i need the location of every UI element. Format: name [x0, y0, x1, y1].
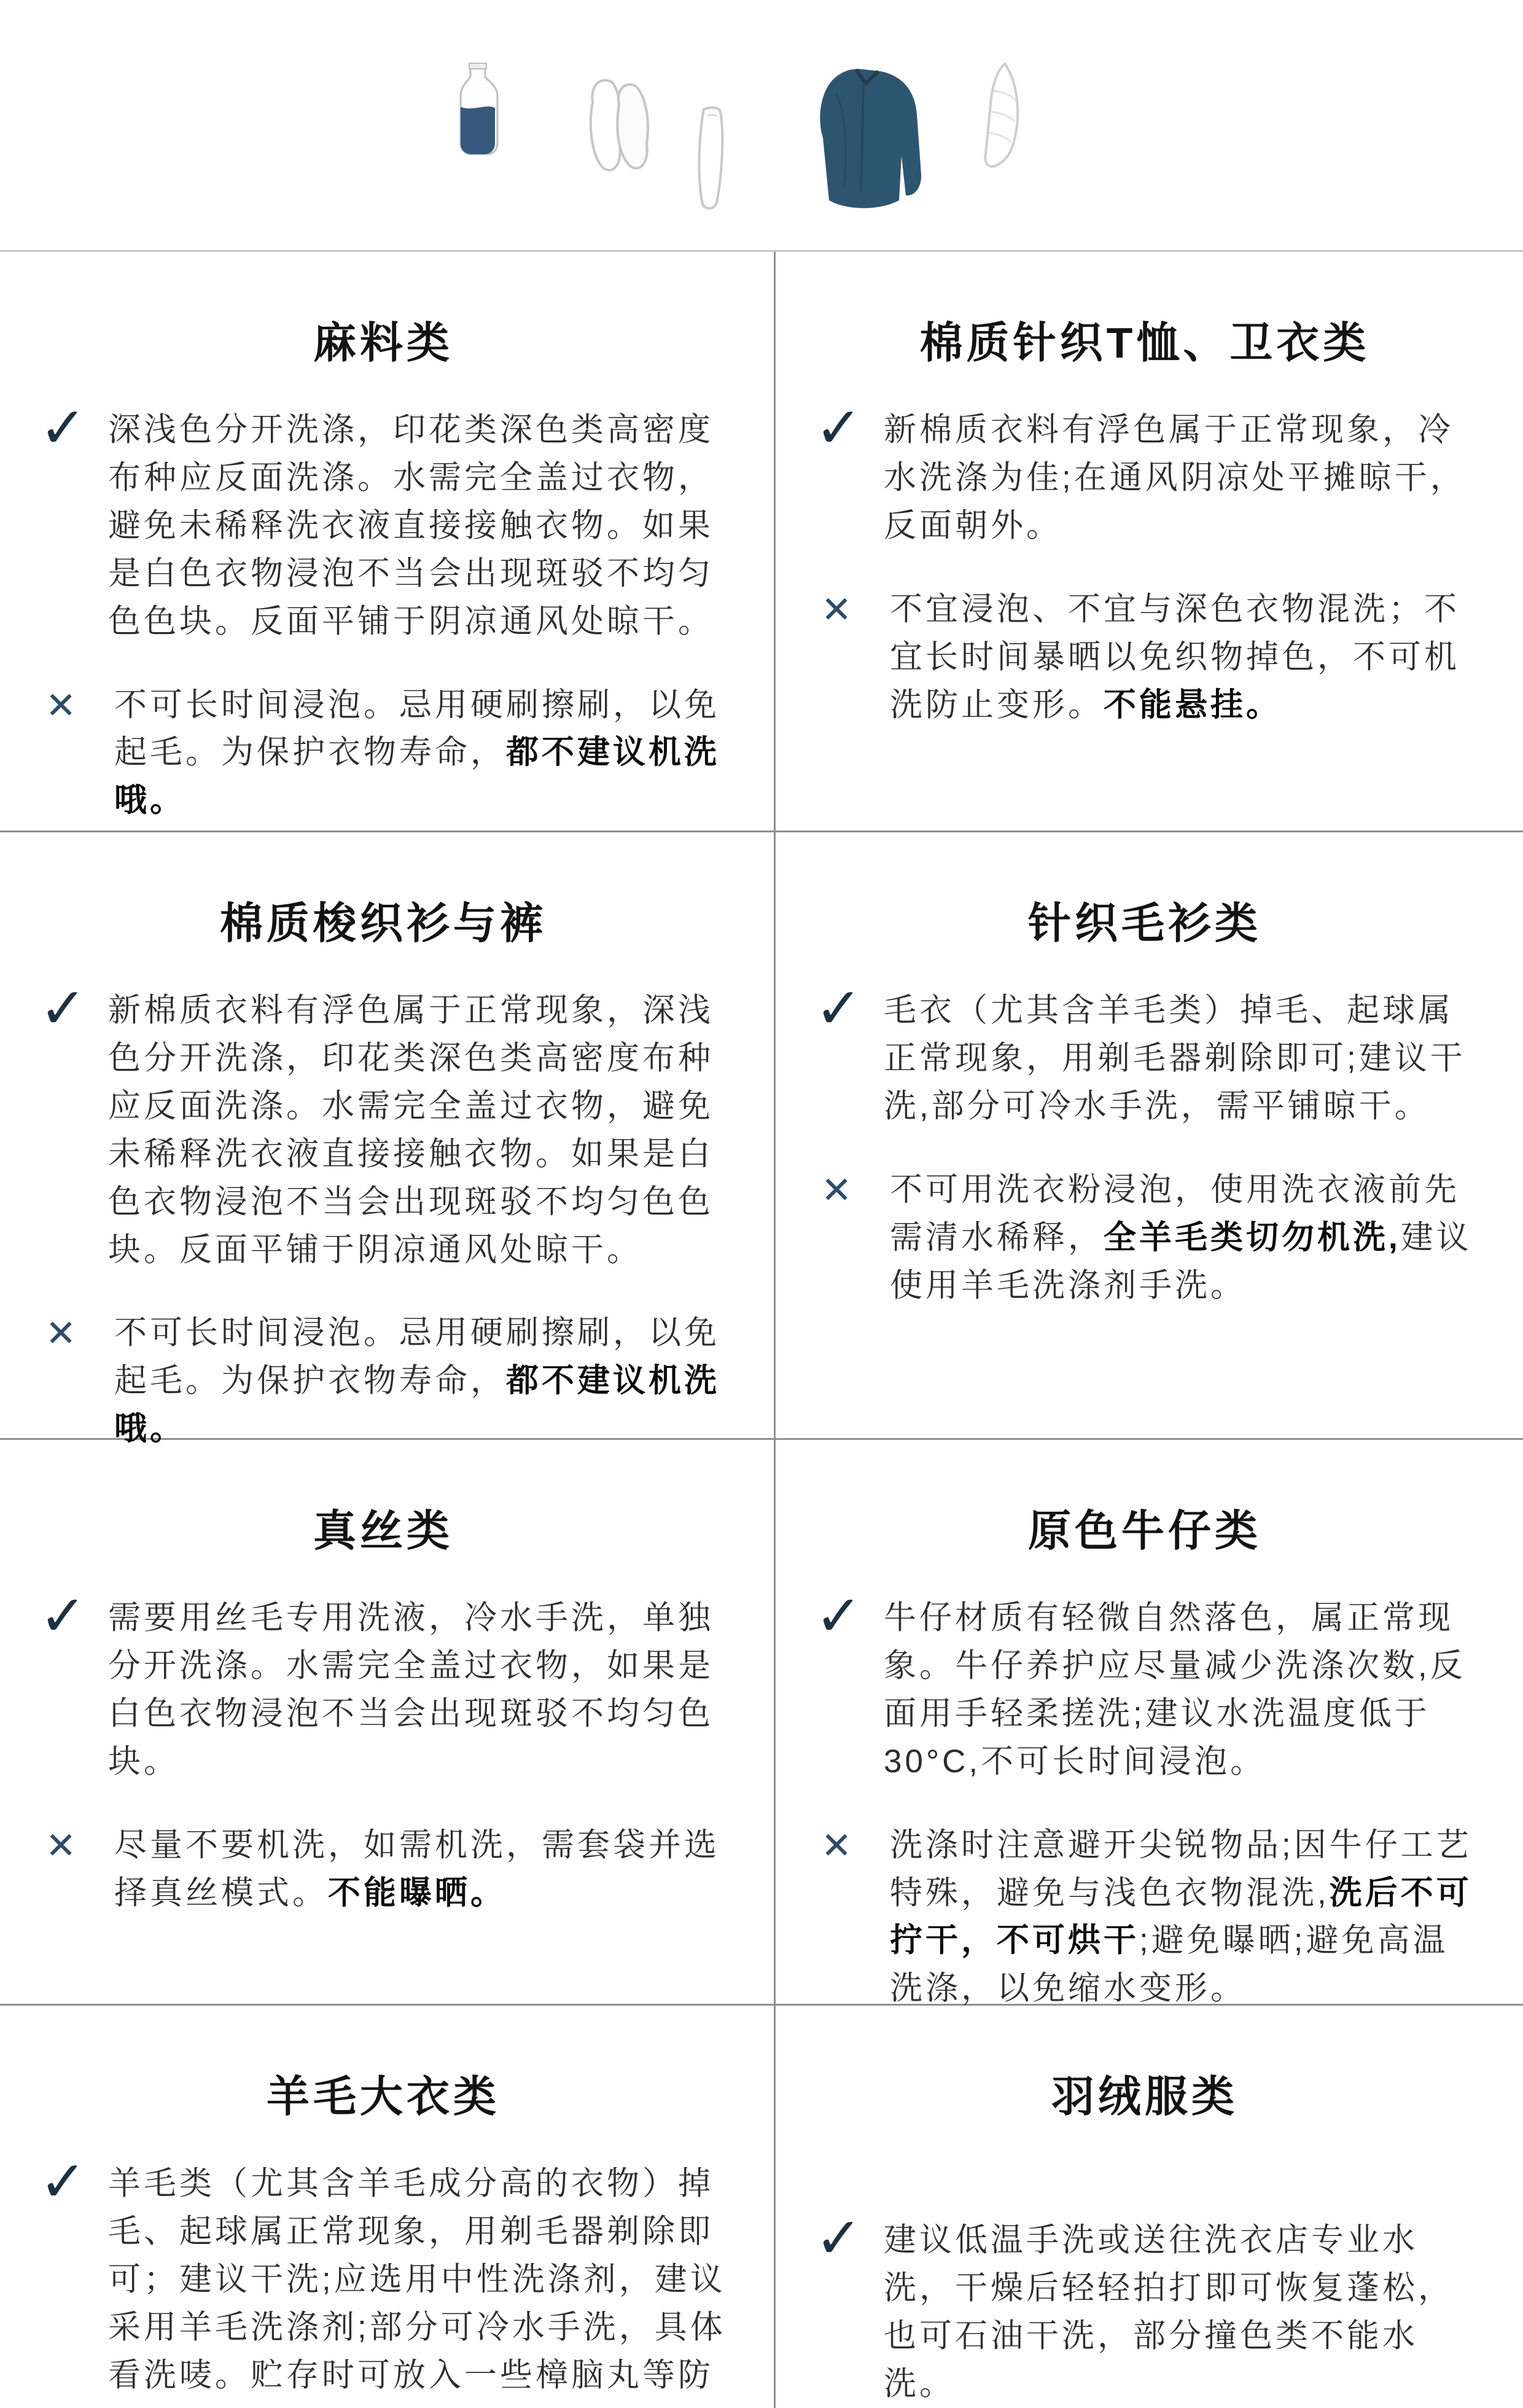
check-icon: ✓	[815, 2207, 863, 2270]
care-item-text-run: 毛衣（尤其含羊毛类）掉毛、起球属正常现象，用剃毛器剃除即可;建议干洗,部分可冷水手洗，需平铺晾干。	[884, 992, 1466, 1124]
x-icon: ✕	[821, 1824, 852, 1866]
do-item	[36, 397, 731, 646]
care-item-text-bold: 不能悬挂。	[1104, 686, 1282, 723]
check-icon: ✓	[39, 1585, 87, 1648]
card-title: 真丝类	[313, 1507, 453, 1555]
care-item-text	[114, 1821, 731, 1917]
check-icon: ✓	[815, 1585, 863, 1648]
x-icon: ✕	[821, 1169, 852, 1211]
x-icon: ✕	[45, 1824, 77, 1866]
care-item-text-run: 洗涤时注意避开尖锐物品;因牛仔工艺特殊，避免与浅色衣物混洗,	[890, 1826, 1472, 1911]
care-item-text-run: 羊毛类（尤其含羊毛成分高的衣物）掉毛、起球属正常现象，用剃毛器剃除即可；建议干洗;应选用中性洗涤剂，建议采用羊毛洗涤剂;部分可冷水手洗，具体看洗唛。贮存时可放入一些樟脑丸等防	[108, 2165, 726, 2393]
care-item-text	[890, 585, 1478, 729]
do-item	[36, 977, 731, 1273]
dont-item	[811, 1821, 1478, 2013]
care-card-8	[776, 2006, 1521, 2408]
do-item	[811, 397, 1478, 550]
care-card-1	[0, 252, 776, 831]
care-item-text-run: 不可长时间浸泡。忌用硬刷擦刷，以免起毛。为保护衣物寿命，	[114, 1315, 720, 1399]
card-title: 针织毛衫类	[1028, 899, 1261, 947]
card-items	[811, 2207, 1478, 2408]
do-item	[811, 977, 1478, 1130]
care-item-text-bold: 全羊毛类切勿机洗,	[1104, 1219, 1401, 1256]
care-card-2	[776, 252, 1521, 831]
card-title: 棉质针织T恤、卫衣类	[919, 319, 1370, 367]
care-item-text	[108, 987, 731, 1273]
check-icon: ✓	[39, 397, 87, 459]
care-item-text-bold: 不能曝晒。	[328, 1874, 506, 1911]
header-illustrations	[0, 0, 1523, 250]
care-item-text	[114, 1309, 731, 1453]
dont-item	[811, 1166, 1478, 1310]
card-title: 麻料类	[313, 319, 453, 367]
care-item-text	[884, 1594, 1478, 1786]
detergent-bottle-icon	[443, 61, 512, 157]
hanging-knit-icon	[957, 60, 1042, 171]
care-item-text	[108, 1594, 731, 1786]
care-row-1	[0, 252, 1523, 831]
card-title: 棉质梭织衫与裤	[220, 899, 547, 947]
denim-shirt-icon	[787, 63, 941, 213]
care-card-4	[776, 832, 1521, 1453]
care-row-2	[0, 831, 1523, 1447]
do-item	[36, 1585, 731, 1786]
care-item-text-run: 尽量不要机洗，如需机洗，需套袋并选择真丝模式。	[114, 1826, 720, 1911]
care-item-text-bold: 都不建议机洗哦。	[114, 734, 720, 819]
card-items	[36, 977, 731, 1453]
care-row-4	[0, 2004, 1523, 2402]
card-title: 羊毛大衣类	[267, 2073, 500, 2121]
care-item-text-run: 建议低温手洗或送往洗衣店专业水洗，干燥后轻轻拍打即可恢复蓬松，也可石油干洗，部分撞色类不能水洗。	[884, 2222, 1454, 2402]
care-item-text-run: 建议使用羊毛洗涤剂手洗。	[890, 1219, 1472, 1304]
care-item-text-run: 不宜浸泡、不宜与深色衣物混洗；不宜长时间暴晒以免织物掉色，不可机洗防止变形。	[890, 590, 1460, 723]
x-icon: ✕	[821, 588, 852, 630]
care-item-text-bold: 都不建议机洗哦。	[114, 1362, 720, 1447]
care-card-3	[0, 832, 776, 1453]
care-item-text	[884, 987, 1478, 1130]
check-icon: ✓	[39, 977, 87, 1040]
check-icon: ✓	[39, 2151, 87, 2213]
do-item	[36, 2151, 731, 2399]
dont-item	[811, 585, 1478, 729]
card-items	[36, 1585, 731, 1917]
care-card-6	[776, 1440, 1521, 2012]
check-icon: ✓	[815, 977, 863, 1040]
care-item-text-run: 深浅色分开洗涤，印花类深色类高密度布种应反面洗涤。水需完全盖过衣物，避免未稀释洗衣液直接接触衣物。如果是白色衣物浸泡不当会出现斑驳不均匀色色块。反面平铺于阴凉通风处晾干。	[108, 412, 714, 639]
care-card-5	[0, 1440, 776, 2012]
dont-item	[36, 681, 731, 825]
care-item-text	[890, 1166, 1478, 1310]
care-item-text-run: 牛仔材质有轻微自然落色，属正常现象。牛仔养护应尽量减少洗涤次数,反面用手轻柔搓洗;建议水洗温度低于30°C,不可长时间浸泡。	[884, 1600, 1466, 1780]
do-item	[811, 1585, 1478, 1786]
card-items	[36, 2151, 731, 2399]
care-item-text-run: 需要用丝毛专用洗液，冷水手洗，单独分开洗涤。水需完全盖过衣物，如果是白色衣物浸泡不当会出现斑驳不均匀色块。	[108, 1600, 714, 1780]
card-items	[811, 1585, 1478, 2012]
x-icon: ✕	[45, 684, 77, 726]
care-item-text	[108, 2160, 731, 2399]
care-item-text-run: 不可用洗衣粉浸泡，使用洗衣液前先需清水稀释，	[890, 1171, 1460, 1256]
x-icon: ✕	[45, 1313, 77, 1354]
check-icon: ✓	[815, 397, 863, 459]
dont-item	[36, 1821, 731, 1917]
care-row-3	[0, 1438, 1523, 2007]
care-item-text	[884, 2216, 1478, 2408]
care-item-text-run: ;避免曝晒;避免高温洗涤，以免缩水变形。	[890, 1922, 1449, 2007]
care-guide-table	[0, 250, 1523, 2402]
dont-item	[36, 1309, 731, 1453]
white-sweater-icon	[574, 72, 679, 178]
do-item	[811, 2207, 1478, 2408]
card-title: 羽绒服类	[1051, 2073, 1238, 2121]
care-item-text-run: 不可长时间浸泡。忌用硬刷擦刷，以免起毛。为保护衣物寿命，	[114, 686, 720, 771]
care-item-text	[884, 406, 1478, 550]
care-card-7	[0, 2006, 776, 2408]
care-item-text-run: 新棉质衣料有浮色属于正常现象，冷水洗涤为佳;在通风阴凉处平摊晾干，反面朝外。	[884, 412, 1466, 544]
care-item-text-run: 新棉质衣料有浮色属于正常现象，深浅色分开洗涤，印花类深色类高密度布种应反面洗涤。水需完全盖过衣物，避免未稀释洗衣液直接接触衣物。如果是白色衣物浸泡不当会出现斑驳不均匀色色块。反面平铺于阴凉通风处晾干。	[108, 992, 714, 1268]
care-item-text	[114, 681, 731, 825]
care-item-text-bold: 洗后不可拧干，不可烘干	[890, 1874, 1472, 1959]
card-items	[811, 397, 1478, 729]
care-item-text	[890, 1821, 1478, 2013]
card-items	[811, 977, 1478, 1309]
card-title: 原色牛仔类	[1028, 1507, 1261, 1555]
card-items	[36, 397, 731, 824]
white-pants-icon	[680, 103, 739, 213]
care-item-text	[108, 406, 731, 646]
